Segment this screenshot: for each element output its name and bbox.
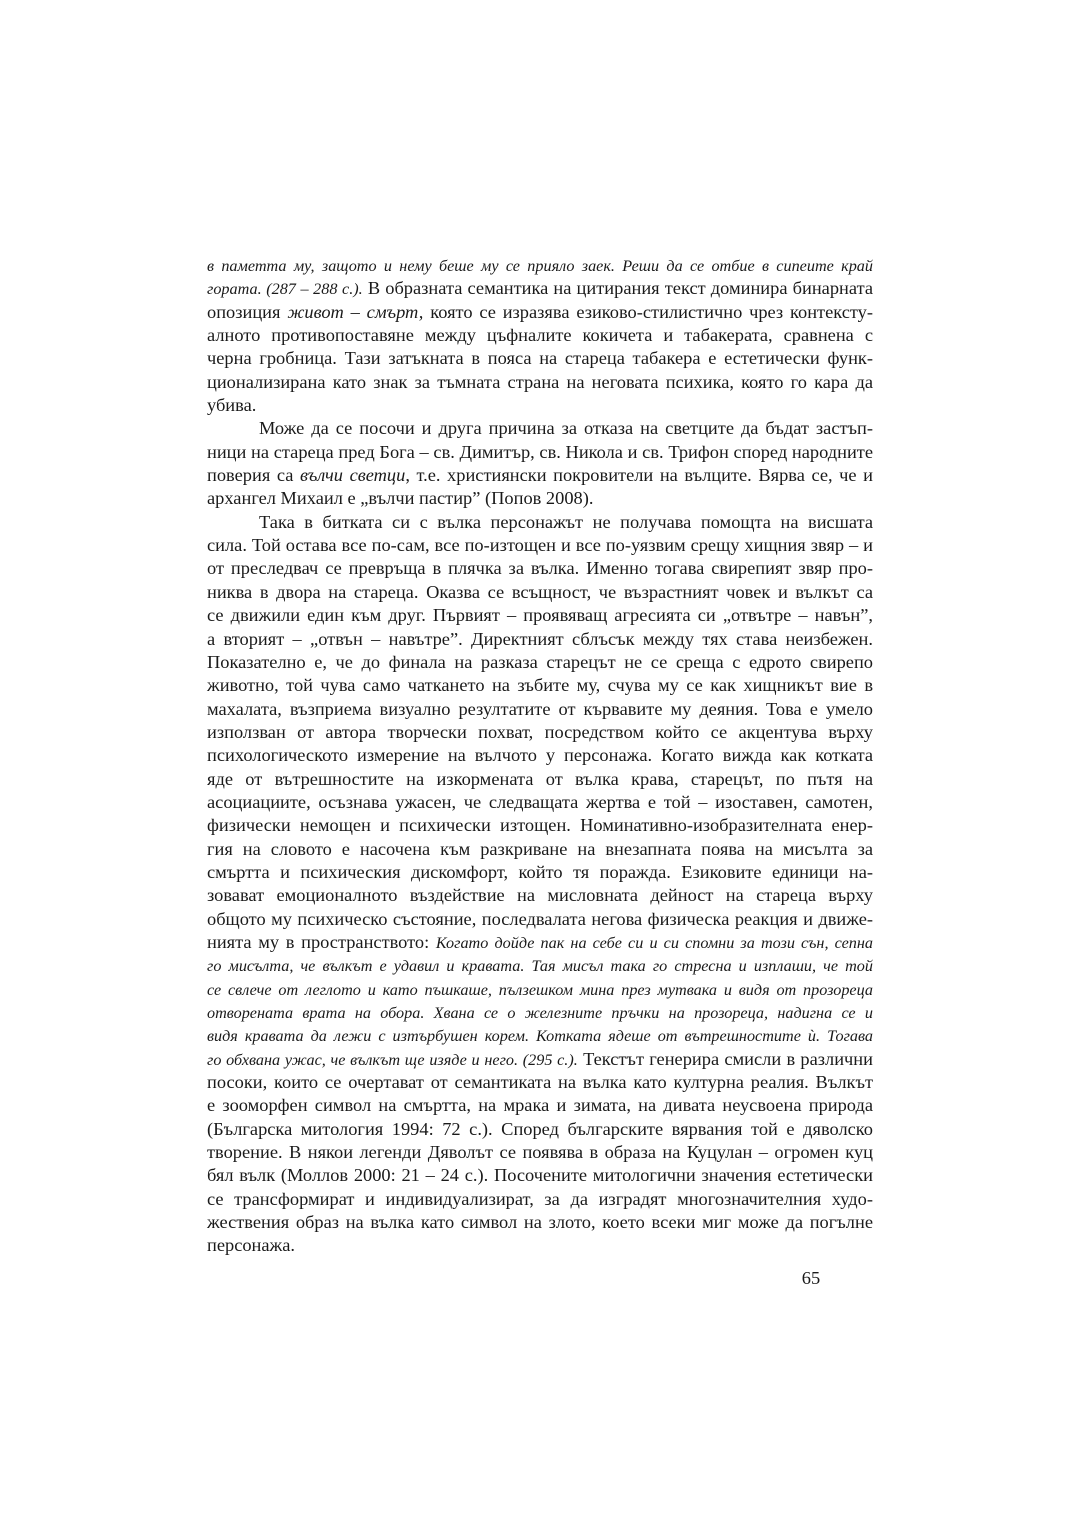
text-run: нията му в пространството:: [207, 931, 436, 952]
italic-quote: гората. (287 – 288 с.).: [207, 280, 363, 299]
text-line: [207, 814, 873, 837]
text-run: жествения образ на вълка като символ на злото, което всеки миг може да погълне: [207, 1212, 873, 1233]
text-line: [207, 511, 873, 534]
text-line: [207, 487, 873, 510]
text-line: [207, 838, 873, 861]
text-line: [207, 698, 873, 721]
text-line: [207, 581, 873, 604]
text-line: [207, 441, 873, 464]
text-line: [207, 674, 873, 697]
italic-quote: го мисълта, че вълкът е удавил и кравата. Тая мисъл така го стресна и изплаши, че той: [207, 957, 873, 976]
text-line: [207, 1094, 873, 1117]
text-line: [207, 861, 873, 884]
text-run: използван от автора творчески похват, посредством който се акцентува върху: [207, 721, 873, 742]
text-line: [207, 978, 873, 1001]
text-run: опозиция: [207, 301, 288, 322]
text-line: [207, 744, 873, 767]
text-line: [207, 1234, 873, 1257]
text-run: В образната семантика на цитирания текст доминира бинарната: [362, 278, 873, 299]
text-line: [207, 277, 873, 300]
text-line: [207, 1141, 873, 1164]
text-line: [207, 371, 873, 394]
text-line: [207, 1024, 873, 1047]
text-line: [207, 1164, 873, 1187]
text-line: [207, 301, 873, 324]
text-line: [207, 1071, 873, 1094]
text-line: [207, 954, 873, 977]
text-line: [207, 628, 873, 651]
text-run: Показателно е, че до финала на разказа старецът не се среща с едрото свирепо: [207, 651, 873, 672]
text-run: черна гробница. Тази затъкната в пояса на стареца табакера е естетически функ-: [207, 348, 873, 369]
text-run: от преследвач се превръща в плячка за вълка. Именно тогава свирепият звяр про-: [207, 558, 873, 579]
text-run: смъртта и психическия дискомфорт, който тя поражда. Езиковите единици на-: [207, 861, 873, 882]
text-run: общото му психическо състояние, последвалата негова физическа реакция и движе-: [207, 908, 873, 929]
text-run: се движили един към друг. Първият – проявяващ агресията си „отвътре – навън”,: [207, 605, 873, 626]
text-line: [207, 651, 873, 674]
text-run: бял вълк (Моллов 2000: 21 – 24 с.). Посочените митологични значения естетически: [207, 1165, 873, 1186]
text-line: [207, 1001, 873, 1024]
text-run: Текстът генерира смисли в различни: [577, 1048, 873, 1069]
italic-quote: живот – смърт,: [287, 301, 424, 322]
text-run: гия на словото е насочена към разкриване на внезапната поява на мисълта за: [207, 838, 873, 859]
text-run: физически немощен и психически изтощен. Номинативно-изобразителната енер-: [207, 815, 873, 836]
text-run: архангел Михаил е „вълчи пастир” (Попов 2008).: [207, 488, 594, 509]
text-run: поверия са: [207, 465, 300, 486]
italic-quote: видя кравата да лежи с изтърбушен корем. Котката ядеше от вътрешностите ѝ. Тогава: [207, 1027, 873, 1046]
text-run: никва в двора на стареца. Оказва се всъщност, че възрастният човек и вълкът са: [207, 581, 873, 602]
text-run: сила. Той остава все по-сам, все по-изтощен и все по-уязвим срещу хищния звяр – и: [207, 535, 873, 556]
text-line: [207, 324, 873, 347]
text-run: се трансформират и индивидуализират, за да изградят многозначителния худо-: [207, 1188, 873, 1209]
italic-quote: Когато дойде пак на себе си и си спомни за този сън, сепна: [435, 933, 874, 952]
text-run: Така в битката си с вълка персонажът не получава помощта на висшата: [259, 511, 873, 532]
text-line: [207, 908, 873, 931]
text-run: махалата, възприема визуално резултатите от кървавите му деяния. Това е умело: [207, 698, 873, 719]
text-line: [207, 884, 873, 907]
italic-quote: в паметта му, защото и нему беше му се прияло заек. Реши да се отбие в сипеите край: [207, 257, 873, 275]
text-line: [207, 931, 873, 954]
body-text: [207, 254, 873, 1258]
text-run: ници на стареца пред Бога – св. Димитър, св. Никола и св. Трифон според народните: [207, 441, 873, 462]
text-line: [207, 1118, 873, 1141]
text-line: [207, 557, 873, 580]
text-line: [207, 394, 873, 417]
text-run: ционализирана като знак за тъмната страна на неговата психика, която го кара да: [207, 371, 873, 392]
text-run: творение. В някои легенди Дяволът се появява в образа на Куцулан – огромен куц: [207, 1142, 873, 1163]
text-run: а вторият – „отвън – навътре”. Директният сблъсък между тях става неизбежен.: [207, 628, 873, 649]
text-line: [207, 347, 873, 370]
text-line: [207, 604, 873, 627]
text-run: зовават емоционалното въздействие на мисловната дейност на стареца върху: [207, 885, 873, 906]
italic-quote: отворената врата на обора. Хвана се о железните пръчки на прозореца, надигна се и: [207, 1004, 873, 1022]
text-run: яде от вътрешностите на изкормената от вълка крава, старецът, по пътя на: [207, 768, 873, 789]
text-run: която се изразява езиково-стилистично чрез контексту-: [423, 301, 873, 322]
text-run: Може да се посочи и друга причина за отказа на светците да бъдат застъп-: [259, 418, 873, 439]
text-run: алното противопоставяне между цъфналите кокичета и табакерата, сравнена с: [207, 325, 873, 346]
italic-quote: вълчи светци: [299, 465, 406, 486]
text-run: персонажа.: [207, 1235, 296, 1256]
text-run: , т.е. християнски покровители на вълците. Вярва се, че и: [405, 465, 873, 486]
text-line: [207, 791, 873, 814]
text-line: [207, 1048, 873, 1071]
text-run: посоки, които се очертават от семантиката на вълка като културна реалия. Вълкът: [207, 1072, 873, 1093]
text-run: убива.: [207, 395, 257, 416]
text-line: [207, 254, 873, 277]
italic-quote: се свлече от леглото и като пъшкаше, пълзешком мина през мутвака и видя от прозореца: [207, 980, 873, 999]
text-line: [207, 464, 873, 487]
page-number: 65: [801, 1268, 821, 1288]
text-run: асоциациите, осъзнава ужасен, че следващата жертва е той – изоставен, самотен,: [207, 791, 873, 812]
text-line: [207, 534, 873, 557]
text-line: [207, 768, 873, 791]
text-run: е зооморфен символ на смъртта, на мрака и зимата, на дивата неусвоена природа: [207, 1095, 873, 1116]
text-run: (Българска митология 1994: 72 с.). Според българските вярвания той е дяволско: [207, 1118, 873, 1139]
text-line: [207, 1211, 873, 1234]
text-run: психологическото измерение на вълчото у персонажа. Когато вижда как котката: [207, 745, 873, 766]
text-line: [207, 721, 873, 744]
italic-quote: го обхвана ужас, че вълкът ще изяде и него. (295 с.).: [207, 1050, 578, 1069]
text-line: [207, 1188, 873, 1211]
text-run: животно, той чува само чаткането на зъбите му, счува му се как хищникът вие в: [207, 675, 873, 696]
text-line: [207, 417, 873, 440]
